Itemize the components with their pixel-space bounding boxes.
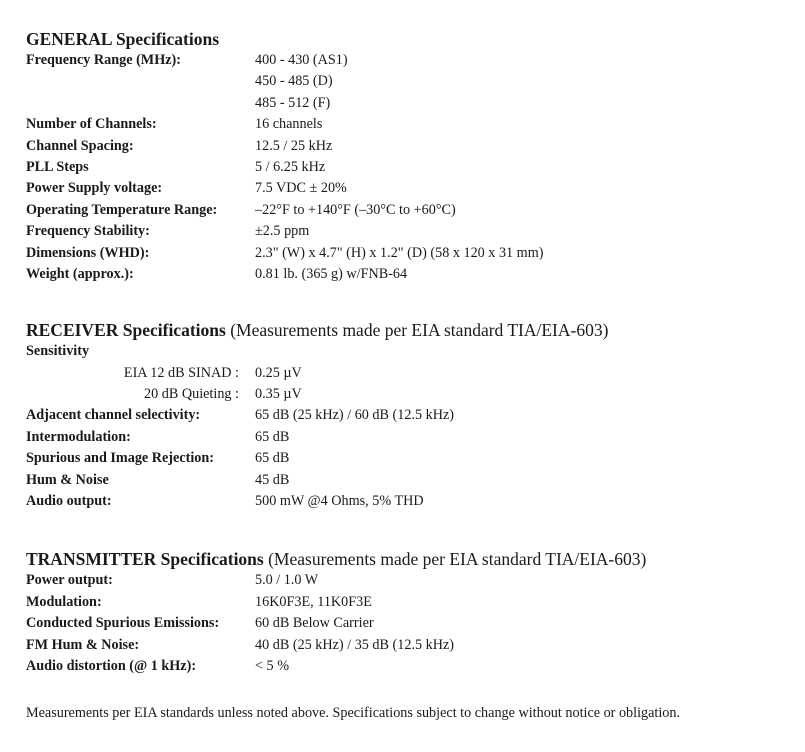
- transmitter-title-text: TRANSMITTER Specifications: [26, 549, 264, 570]
- general-rows: [26, 50, 805, 285]
- spec-value: 12.5 / 25 kHz: [255, 137, 333, 154]
- spec-row: [26, 157, 805, 178]
- spec-value: 16 channels: [255, 116, 323, 133]
- transmitter-title: [26, 548, 805, 570]
- spec-value: 5.0 / 1.0 W: [255, 572, 319, 589]
- spec-label: Power Supply voltage:: [26, 180, 163, 197]
- transmitter-rows: [26, 570, 805, 677]
- spec-sheet: [26, 28, 805, 724]
- spec-value: 7.5 VDC ± 20%: [255, 180, 347, 197]
- receiver-title-text: RECEIVER Specifications: [26, 320, 226, 341]
- spec-label: Sensitivity: [26, 343, 90, 360]
- spec-value: 485 - 512 (F): [255, 94, 331, 111]
- spec-value: 450 - 485 (D): [255, 73, 333, 90]
- spec-row: [26, 470, 805, 491]
- spec-sublabel: EIA 12 dB SINAD :: [123, 364, 239, 381]
- spec-value: < 5 %: [255, 657, 290, 674]
- general-title-text: GENERAL Specifications: [26, 29, 220, 49]
- spec-label: Spurious and Image Rejection:: [26, 450, 214, 467]
- receiver-rows: [26, 341, 805, 512]
- spec-label: PLL Steps: [26, 158, 89, 175]
- transmitter-section: [26, 548, 805, 677]
- spec-value: 500 mW @4 Ohms, 5% THD: [255, 493, 424, 510]
- spec-row: [26, 178, 805, 199]
- spec-row: [26, 136, 805, 157]
- spec-sublabel: 20 dB Quieting :: [144, 386, 239, 403]
- spec-label: Dimensions (WHD):: [26, 244, 150, 261]
- spec-row: [26, 635, 805, 656]
- spec-label: Operating Temperature Range:: [26, 201, 218, 218]
- spec-row: [26, 491, 805, 512]
- spec-row: [26, 656, 805, 677]
- receiver-section: [26, 319, 805, 512]
- spec-row: [26, 341, 805, 362]
- spec-label: Audio output:: [26, 493, 112, 510]
- spec-label: FM Hum & Noise:: [26, 636, 140, 653]
- section-gap: [26, 285, 805, 319]
- spec-label: Number of Channels:: [26, 116, 157, 133]
- spec-value: 2.3" (W) x 4.7" (H) x 1.2" (D) (58 x 120 x 31 mm): [255, 244, 544, 261]
- spec-row: [26, 570, 805, 591]
- spec-row: [26, 384, 805, 405]
- spec-row: [26, 200, 805, 221]
- section-gap: [26, 512, 805, 548]
- spec-row: [26, 613, 805, 634]
- receiver-title: [26, 319, 805, 341]
- spec-value: 60 dB Below Carrier: [255, 615, 374, 632]
- spec-value: 65 dB: [255, 450, 290, 467]
- spec-value: 65 dB (25 kHz) / 60 dB (12.5 kHz): [255, 407, 454, 424]
- spec-value: 65 dB: [255, 428, 290, 445]
- spec-label: Frequency Stability:: [26, 223, 150, 240]
- spec-row: [26, 93, 805, 114]
- spec-value: 5 / 6.25 kHz: [255, 158, 326, 175]
- spec-label: Audio distortion (@ 1 kHz):: [26, 657, 197, 674]
- spec-value: 40 dB (25 kHz) / 35 dB (12.5 kHz): [255, 636, 454, 653]
- spec-row: [26, 114, 805, 135]
- footer-note: Measurements per EIA standards unless noted above. Specifications subject to change without notice or obligation.: [26, 705, 681, 722]
- spec-value: 0.81 lb. (365 g) w/FNB-64: [255, 265, 408, 282]
- spec-value: 45 dB: [255, 471, 290, 488]
- spec-row: [26, 243, 805, 264]
- spec-label: Weight (approx.):: [26, 265, 134, 282]
- spec-value: ±2.5 ppm: [255, 223, 310, 240]
- transmitter-title-note: (Measurements made per EIA standard TIA/EIA-603): [263, 549, 647, 570]
- spec-row: [26, 71, 805, 92]
- general-title: [26, 28, 805, 50]
- spec-row: [26, 221, 805, 242]
- spec-row: [26, 50, 805, 71]
- general-section: [26, 28, 805, 285]
- spec-value: –22°F to +140°F (–30°C to +60°C): [255, 201, 456, 218]
- spec-row: [26, 592, 805, 613]
- spec-row: [26, 264, 805, 285]
- spec-label: Modulation:: [26, 593, 102, 610]
- spec-row: [26, 363, 805, 384]
- spec-value: 400 - 430 (AS1): [255, 52, 348, 68]
- spec-value: 16K0F3E, 11K0F3E: [255, 593, 372, 610]
- spec-label: Frequency Range (MHz):: [26, 52, 181, 68]
- spec-label: Conducted Spurious Emissions:: [26, 615, 220, 632]
- receiver-title-note: (Measurements made per EIA standard TIA/EIA-603): [225, 320, 609, 341]
- spec-row: [26, 448, 805, 469]
- spec-value: 0.35 µV: [255, 386, 302, 403]
- spec-label: Intermodulation:: [26, 428, 131, 445]
- spec-label: Hum & Noise: [26, 471, 109, 488]
- spec-label: Power output:: [26, 572, 113, 589]
- spec-label: Adjacent channel selectivity:: [26, 407, 201, 424]
- spec-label: Channel Spacing:: [26, 137, 134, 154]
- spec-row: [26, 427, 805, 448]
- section-gap: [26, 677, 805, 703]
- spec-row: [26, 405, 805, 426]
- spec-value: 0.25 µV: [255, 364, 302, 381]
